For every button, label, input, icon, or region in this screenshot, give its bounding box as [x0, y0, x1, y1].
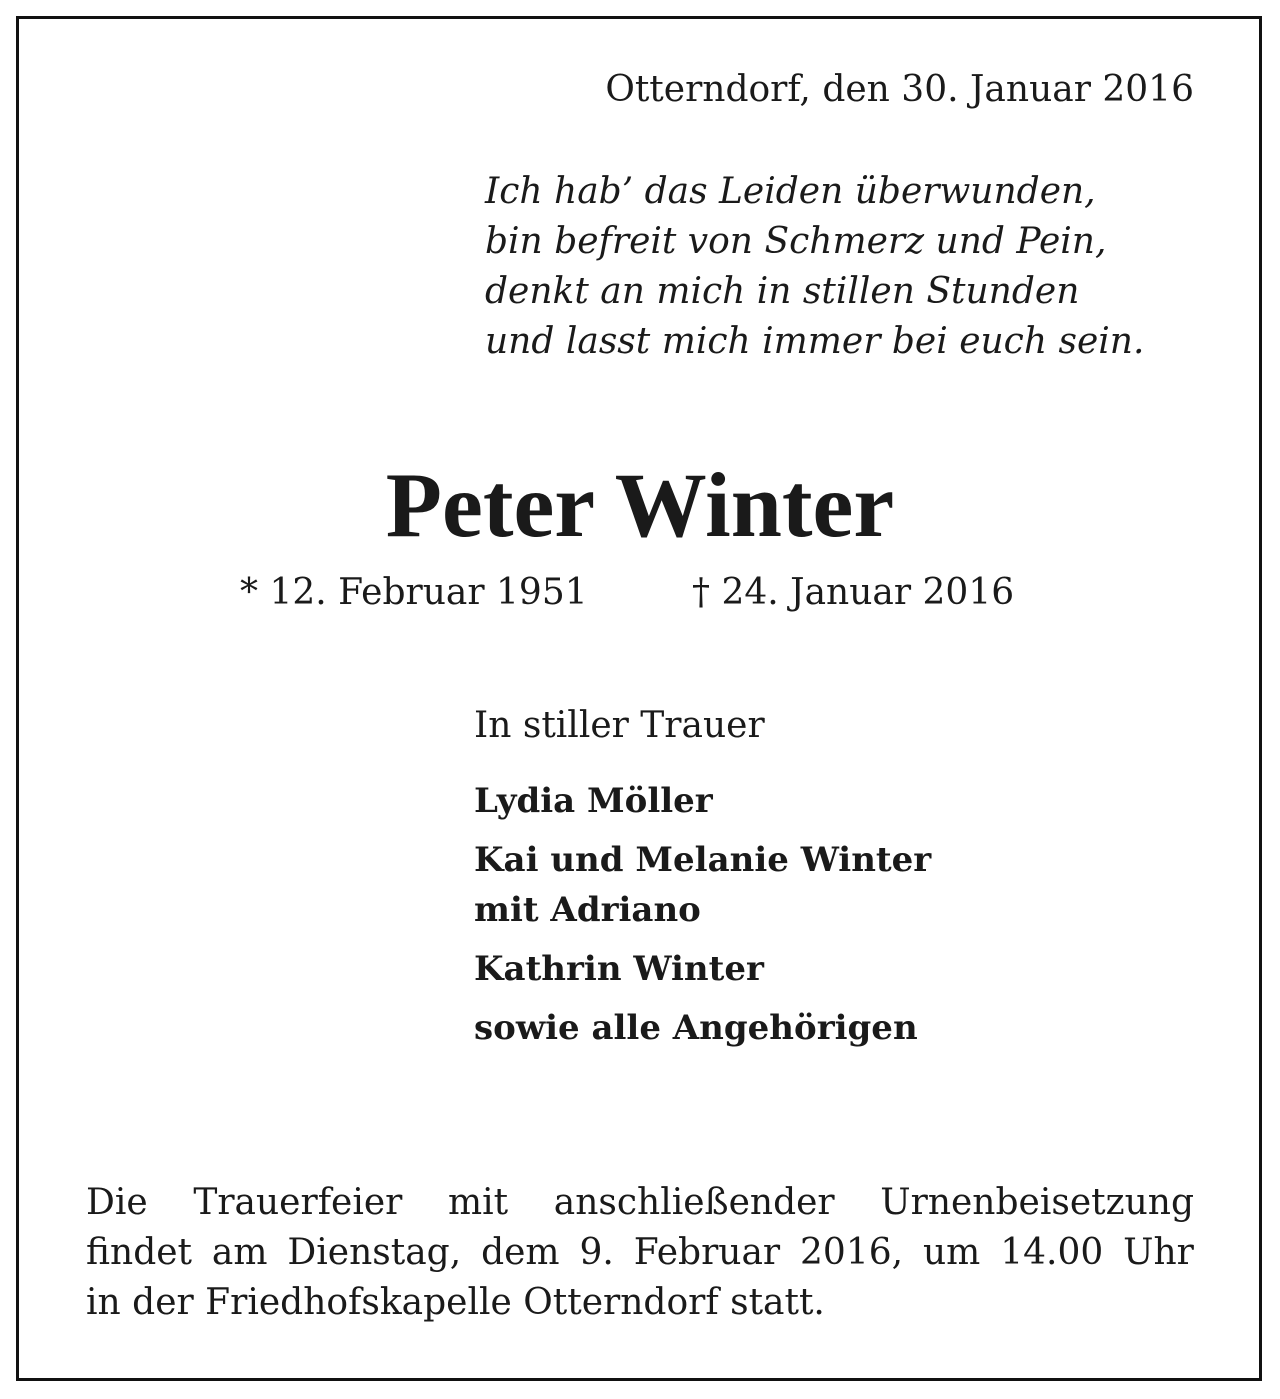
- mourner-line: Kathrin Winter: [474, 949, 764, 989]
- poem-line: bin befreit von Schmerz und Pein,: [485, 221, 1107, 262]
- ceremony-line: in der Friedhofskapelle Otterndorf statt.: [86, 1282, 825, 1323]
- mourner: [474, 944, 931, 994]
- ceremony-notice: [86, 1178, 1194, 1328]
- mourner-line: mit Adriano: [474, 890, 701, 930]
- death-date: † 24. Januar 2016: [692, 572, 1015, 613]
- mourner: [474, 1003, 931, 1053]
- mourner: [474, 776, 931, 826]
- mourners-list: [474, 776, 931, 1062]
- ceremony-line: Die Trauerfeier mit anschließender Urnenbeisetzung: [86, 1182, 1194, 1223]
- poem-line: und lasst mich immer bei euch sein.: [485, 321, 1145, 362]
- mourner-line: Lydia Möller: [474, 781, 713, 821]
- birth-date: * 12. Februar 1951: [240, 572, 588, 613]
- place-date: Otterndorf, den 30. Januar 2016: [605, 69, 1194, 110]
- poem-line: denkt an mich in stillen Stunden: [485, 271, 1080, 312]
- deceased-name: Peter Winter: [385, 454, 895, 556]
- mourner-line: Kai und Melanie Winter: [474, 840, 932, 880]
- mourner-line: sowie alle Angehörigen: [474, 1008, 918, 1048]
- poem-line: Ich hab’ das Leiden überwunden,: [485, 171, 1096, 212]
- mourning-intro: In stiller Trauer: [474, 705, 765, 746]
- ceremony-line: findet am Dienstag, dem 9. Februar 2016, um 14.00 Uhr: [86, 1232, 1194, 1273]
- poem: [485, 167, 1144, 367]
- mourner: [474, 835, 931, 935]
